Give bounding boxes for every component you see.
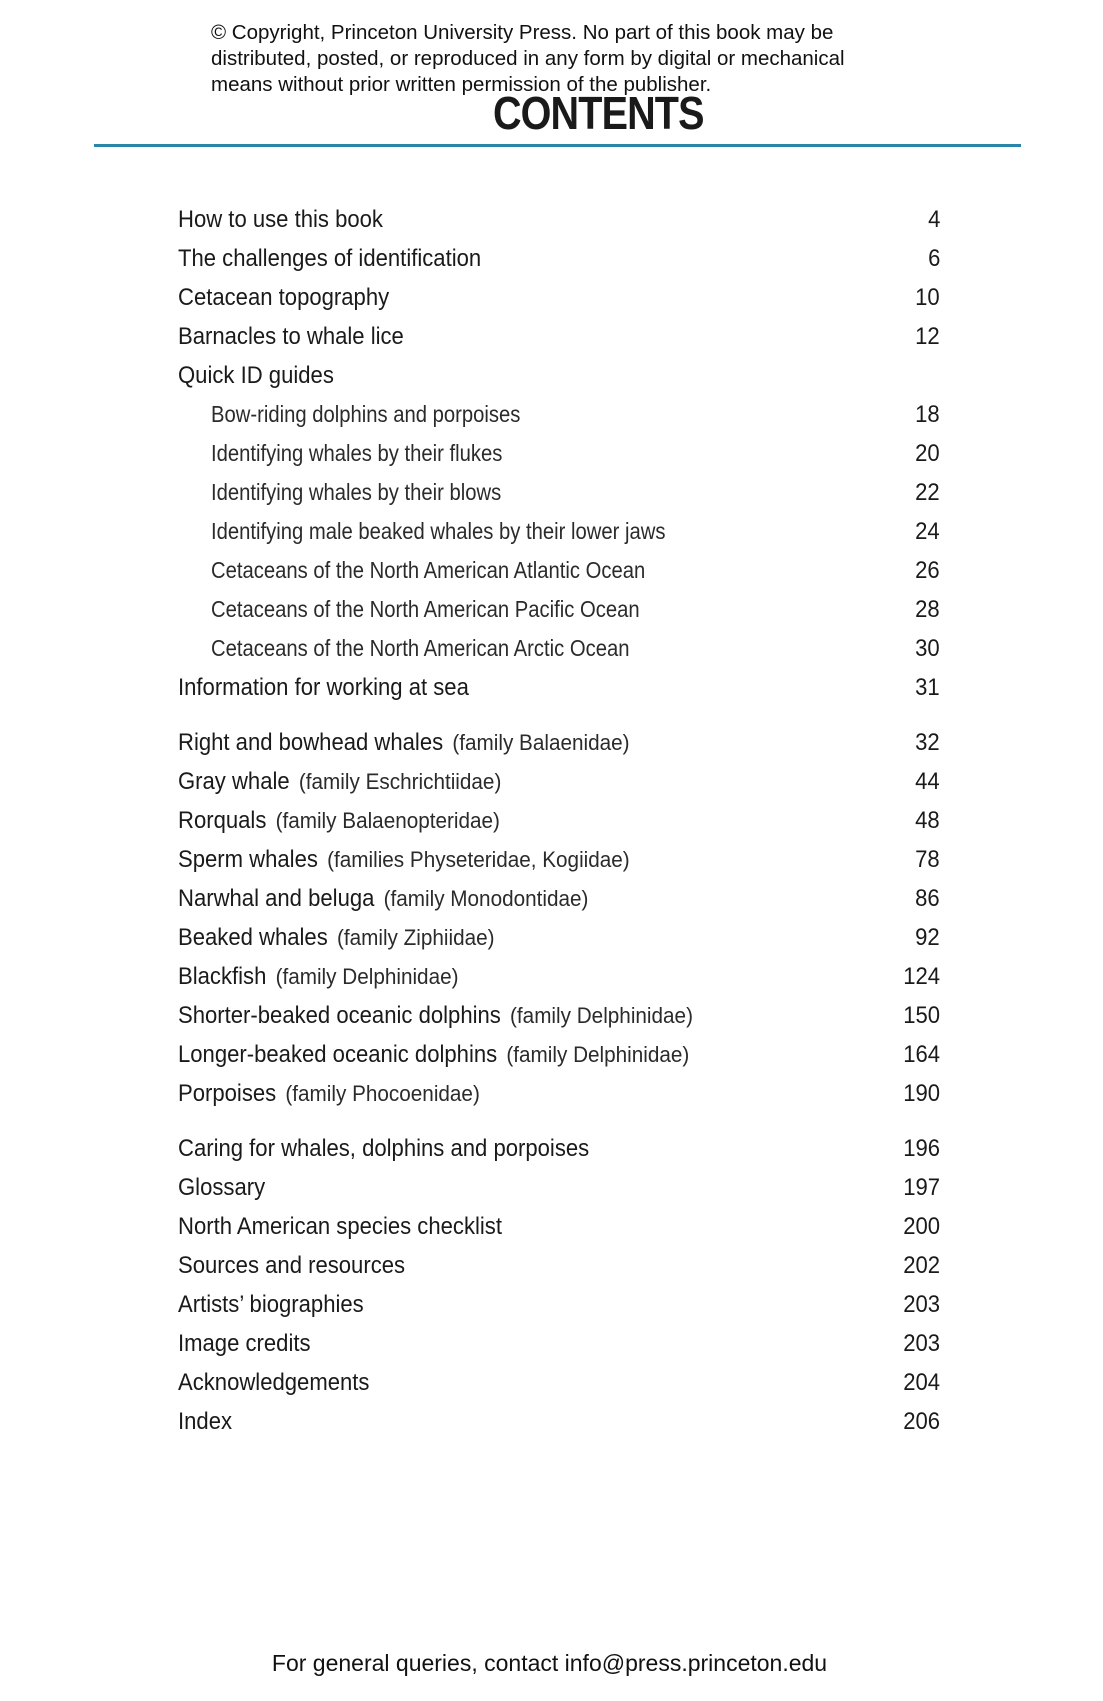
toc-entry-title: How to use this book (178, 206, 383, 233)
toc-entry-family: (family Eschrichtiidae) (298, 769, 502, 794)
toc-entry[interactable] (178, 278, 940, 317)
toc-entry[interactable] (178, 1168, 940, 1207)
toc-subentry[interactable] (178, 551, 940, 590)
copyright-line: means without prior written permission of the publisher. (211, 73, 712, 96)
toc-entry-text (178, 801, 500, 840)
toc-entry-page: 164 (903, 1041, 940, 1068)
toc-entry-text (178, 996, 693, 1035)
copyright-notice (211, 20, 911, 98)
toc-entry-family: (family Phocoenidae) (285, 1081, 480, 1106)
toc-entry[interactable] (178, 1035, 940, 1074)
toc-entry-page: 190 (903, 1080, 940, 1107)
toc-entry[interactable] (178, 1402, 940, 1441)
toc-entry-title: The challenges of identification (178, 245, 482, 272)
copyright-line: © Copyright, Princeton University Press. No part of this book may be (211, 21, 834, 44)
toc-entry[interactable] (178, 1324, 940, 1363)
toc-entry-page: 12 (915, 323, 940, 350)
toc-entry-text (178, 879, 588, 918)
toc-entry-title: Sperm whales (178, 846, 318, 873)
toc-entry[interactable] (178, 239, 940, 278)
toc-entry[interactable] (178, 879, 940, 918)
toc-entry-page: 44 (915, 768, 940, 795)
toc-entry-family: (family Balaenidae) (452, 730, 630, 755)
toc-entry[interactable] (178, 668, 940, 707)
toc-entry-page: 200 (903, 1213, 940, 1240)
toc-entry-text (178, 723, 630, 762)
toc-entry-page: 124 (903, 963, 940, 990)
toc-entry[interactable] (178, 1363, 940, 1402)
toc-entry-page: 196 (903, 1135, 940, 1162)
toc-entry-title: Information for working at sea (178, 674, 469, 701)
toc-entry-family: (family Delphinidae) (510, 1003, 693, 1028)
toc-entry-page: 28 (915, 596, 940, 623)
toc-entry-family: (family Delphinidae) (506, 1042, 690, 1067)
toc-entry-page: 202 (903, 1252, 940, 1279)
toc-entry-family: (families Physeteridae, Kogiidae) (327, 847, 630, 872)
toc-entry-title: Quick ID guides (178, 362, 334, 389)
toc-entry-title: Artists’ biographies (178, 1291, 364, 1318)
toc-entry-title: Cetaceans of the North American Atlantic Ocean (211, 557, 646, 583)
toc-entry[interactable] (178, 840, 940, 879)
toc-entry[interactable] (178, 1129, 940, 1168)
toc-entry-page: 22 (915, 479, 940, 506)
toc-entry-page: 92 (915, 924, 940, 951)
toc-entry-text (178, 957, 458, 996)
toc-entry[interactable] (178, 1246, 940, 1285)
toc-entry-page: 203 (903, 1291, 940, 1318)
toc-entry-title: Blackfish (178, 963, 267, 990)
toc-entry-page: 78 (915, 846, 940, 873)
toc-entry-title: Identifying male beaked whales by their lower jaws (211, 518, 666, 544)
toc-subentry[interactable] (178, 629, 940, 668)
toc-entry-page: 86 (915, 885, 940, 912)
toc-entry[interactable] (178, 1074, 940, 1113)
toc-entry[interactable] (178, 957, 940, 996)
toc-entry-page: 150 (903, 1002, 940, 1029)
toc-entry-page: 6 (927, 245, 940, 272)
toc-entry-family: (family Monodontidae) (383, 886, 589, 911)
toc-entry[interactable] (178, 1285, 940, 1324)
copyright-line: distributed, posted, or reproduced in any form by digital or mechanical (211, 47, 845, 70)
toc-entry-page: 20 (915, 440, 940, 467)
toc-entry-title: Acknowledgements (178, 1369, 370, 1396)
toc-entry[interactable] (178, 918, 940, 957)
page-title: CONTENTS (492, 87, 704, 139)
toc-entry-title: Cetaceans of the North American Arctic Ocean (211, 635, 630, 661)
toc-subentry[interactable] (178, 512, 940, 551)
toc-entry-title: Porpoises (178, 1080, 277, 1107)
toc-entry-family: (family Ziphiidae) (336, 925, 495, 950)
toc-entry-title: Identifying whales by their blows (211, 479, 502, 505)
toc-entry-title: Sources and resources (178, 1252, 406, 1279)
toc-subentry[interactable] (178, 473, 940, 512)
toc-entry-page: 24 (915, 518, 940, 545)
toc-entry[interactable] (178, 317, 940, 356)
toc-entry-title: Index (178, 1408, 233, 1435)
toc-entry-page: 26 (915, 557, 940, 584)
table-of-contents (178, 200, 940, 1441)
toc-entry-page: 197 (903, 1174, 940, 1201)
toc-entry-title: Image credits (178, 1330, 311, 1357)
toc-entry-page: 4 (927, 206, 940, 233)
toc-entry-title: North American species checklist (178, 1213, 502, 1240)
toc-section-heading (178, 356, 940, 395)
toc-entry-title: Narwhal and beluga (178, 885, 375, 912)
toc-entry-title: Bow-riding dolphins and porpoises (211, 401, 521, 427)
toc-entry-text (178, 762, 501, 801)
toc-entry-title: Gray whale (178, 768, 290, 795)
toc-subentry[interactable] (178, 590, 940, 629)
toc-entry-page: 203 (903, 1330, 940, 1357)
toc-entry-title: Shorter-beaked oceanic dolphins (178, 1002, 501, 1029)
toc-entry-title: Identifying whales by their flukes (211, 440, 503, 466)
toc-entry-title: Cetacean topography (178, 284, 390, 311)
toc-entry-title: Rorquals (178, 807, 267, 834)
toc-subentry[interactable] (178, 395, 940, 434)
toc-entry-page: 206 (903, 1408, 940, 1435)
footer-contact (0, 1650, 1103, 1677)
toc-entry[interactable] (178, 801, 940, 840)
toc-entry[interactable] (178, 1207, 940, 1246)
toc-entry-family: (family Balaenopteridae) (275, 808, 500, 833)
toc-entry[interactable] (178, 762, 940, 801)
toc-entry-family: (family Delphinidae) (275, 964, 459, 989)
toc-entry-title: Cetaceans of the North American Pacific Ocean (211, 596, 640, 622)
toc-entry[interactable] (178, 200, 940, 239)
toc-entry-text (178, 840, 630, 879)
toc-entry-page: 204 (903, 1369, 940, 1396)
toc-entry-page: 10 (915, 284, 940, 311)
toc-entry-page: 32 (915, 729, 940, 756)
footer-text: For general queries, contact info@press.princeton.edu (271, 1650, 828, 1676)
toc-entry[interactable] (178, 996, 940, 1035)
toc-entry-page: 18 (915, 401, 940, 428)
toc-entry-page: 31 (915, 674, 940, 701)
toc-entry[interactable] (178, 723, 940, 762)
toc-entry-title: Glossary (178, 1174, 266, 1201)
toc-subentry[interactable] (178, 434, 940, 473)
toc-entry-title: Longer-beaked oceanic dolphins (178, 1041, 498, 1068)
toc-entry-page: 48 (915, 807, 940, 834)
toc-entry-title: Barnacles to whale lice (178, 323, 404, 350)
toc-entry-title: Right and bowhead whales (178, 729, 444, 756)
toc-entry-text (178, 1074, 480, 1113)
toc-entry-page: 30 (915, 635, 940, 662)
toc-entry-text (178, 1035, 689, 1074)
toc-entry-text (178, 918, 495, 957)
toc-entry-title: Beaked whales (178, 924, 328, 951)
title-rule (94, 144, 1021, 147)
toc-entry-title: Caring for whales, dolphins and porpoises (178, 1135, 590, 1162)
